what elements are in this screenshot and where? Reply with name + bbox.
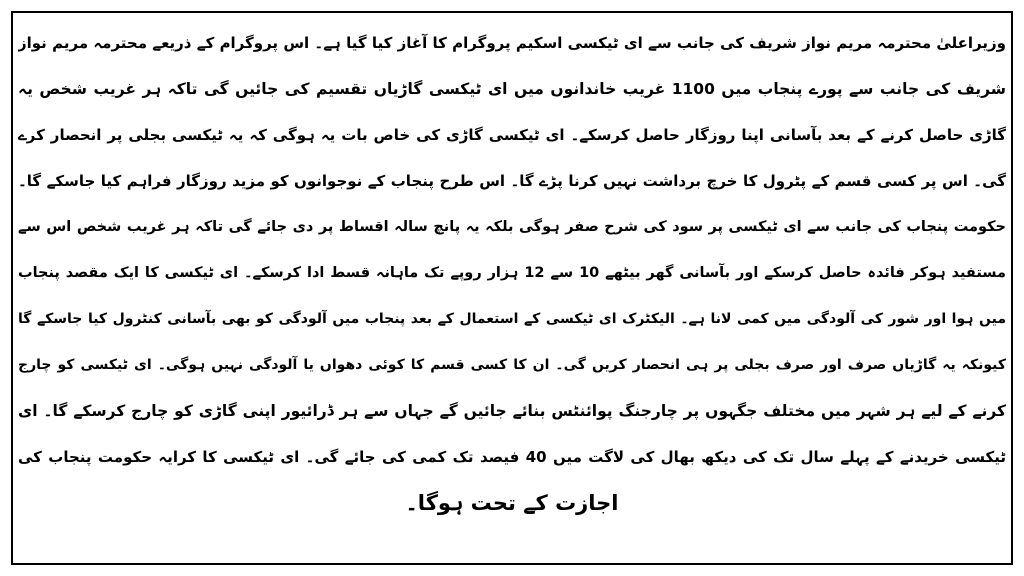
article-line: وزیراعلیٰ محترمہ مریم نواز شریف کی جانب سے ای ٹیکسی اسکیم پروگرام کا آغاز کیا گیا ہے۔ اس پروگرام کے ذریعے محترمہ مریم نواز xyxy=(18,34,1006,52)
article-line: کیونکہ یہ گاڑیاں صرف اور صرف بجلی پر ہی انحصار کریں گی۔ ان کا کسی قسم کا کوئی دھواں یا آلودگی نہیں ہوگی۔ ای ٹیکسی کو چارج xyxy=(18,357,1006,373)
article-line: اجازت کے تحت ہوگا۔ xyxy=(405,491,619,515)
article-line: حکومت پنجاب کی جانب سے ای ٹیکسی پر سود کی شرح صفر ہوگی بلکہ یہ پانچ سالہ اقساط پر دی جائے گی تاکہ ہر غریب شخص اس سے xyxy=(18,219,1006,235)
article-line: میں ہوا اور شور کی آلودگی میں کمی لانا ہے۔ الیکٹرک ای ٹیکسی کے استعمال کے بعد پنجاب میں آلودگی کو بھی بآسانی کنٹرول کیا جاسکے گا xyxy=(18,311,1006,327)
article-line: گی۔ اس پر کسی قسم کے پٹرول کا خرچ برداشت نہیں کرنا پڑے گا۔ اس طرح پنجاب کے نوجوانوں کو مزید روزگار فراہم کیا جاسکے گا۔ xyxy=(18,172,1006,190)
article-line: کرنے کے لیے ہر شہر میں مختلف جگہوں پر چارجنگ پوائنٹس بنائے جائیں گے جہاں سے ہر ڈرائیور اپنی گاڑی کو چارج کرسکے گا۔ ای xyxy=(18,402,1006,420)
article-line: شریف کی جانب سے پورے پنجاب میں 1100 غریب خاندانوں میں ای ٹیکسی گاڑیاں تقسیم کی جائیں گی تاکہ ہر غریب شخص یہ xyxy=(18,80,1006,98)
article-line: مستفید ہوکر فائدہ حاصل کرسکے اور بآسانی گھر بیٹھے 10 سے 12 ہزار روپے تک ماہانہ قسط ادا کرسکے۔ ای ٹیکسی کا ایک مقصد پنجاب xyxy=(18,265,1006,281)
article-line: ٹیکسی خریدنے کے پہلے سال تک کی دیکھ بھال کی لاگت میں 40 فیصد تک کمی کی جائے گی۔ ای ٹیکسی کا کرایہ حکومت پنجاب کی xyxy=(18,448,1006,466)
article-body xyxy=(18,20,1006,526)
article-line: گاڑی حاصل کرنے کے بعد بآسانی اپنا روزگار حاصل کرسکے۔ ای ٹیکسی گاڑی کی خاص بات یہ ہوگی کہ یہ ٹیکسی بجلی پر انحصار کرے xyxy=(18,126,1006,144)
